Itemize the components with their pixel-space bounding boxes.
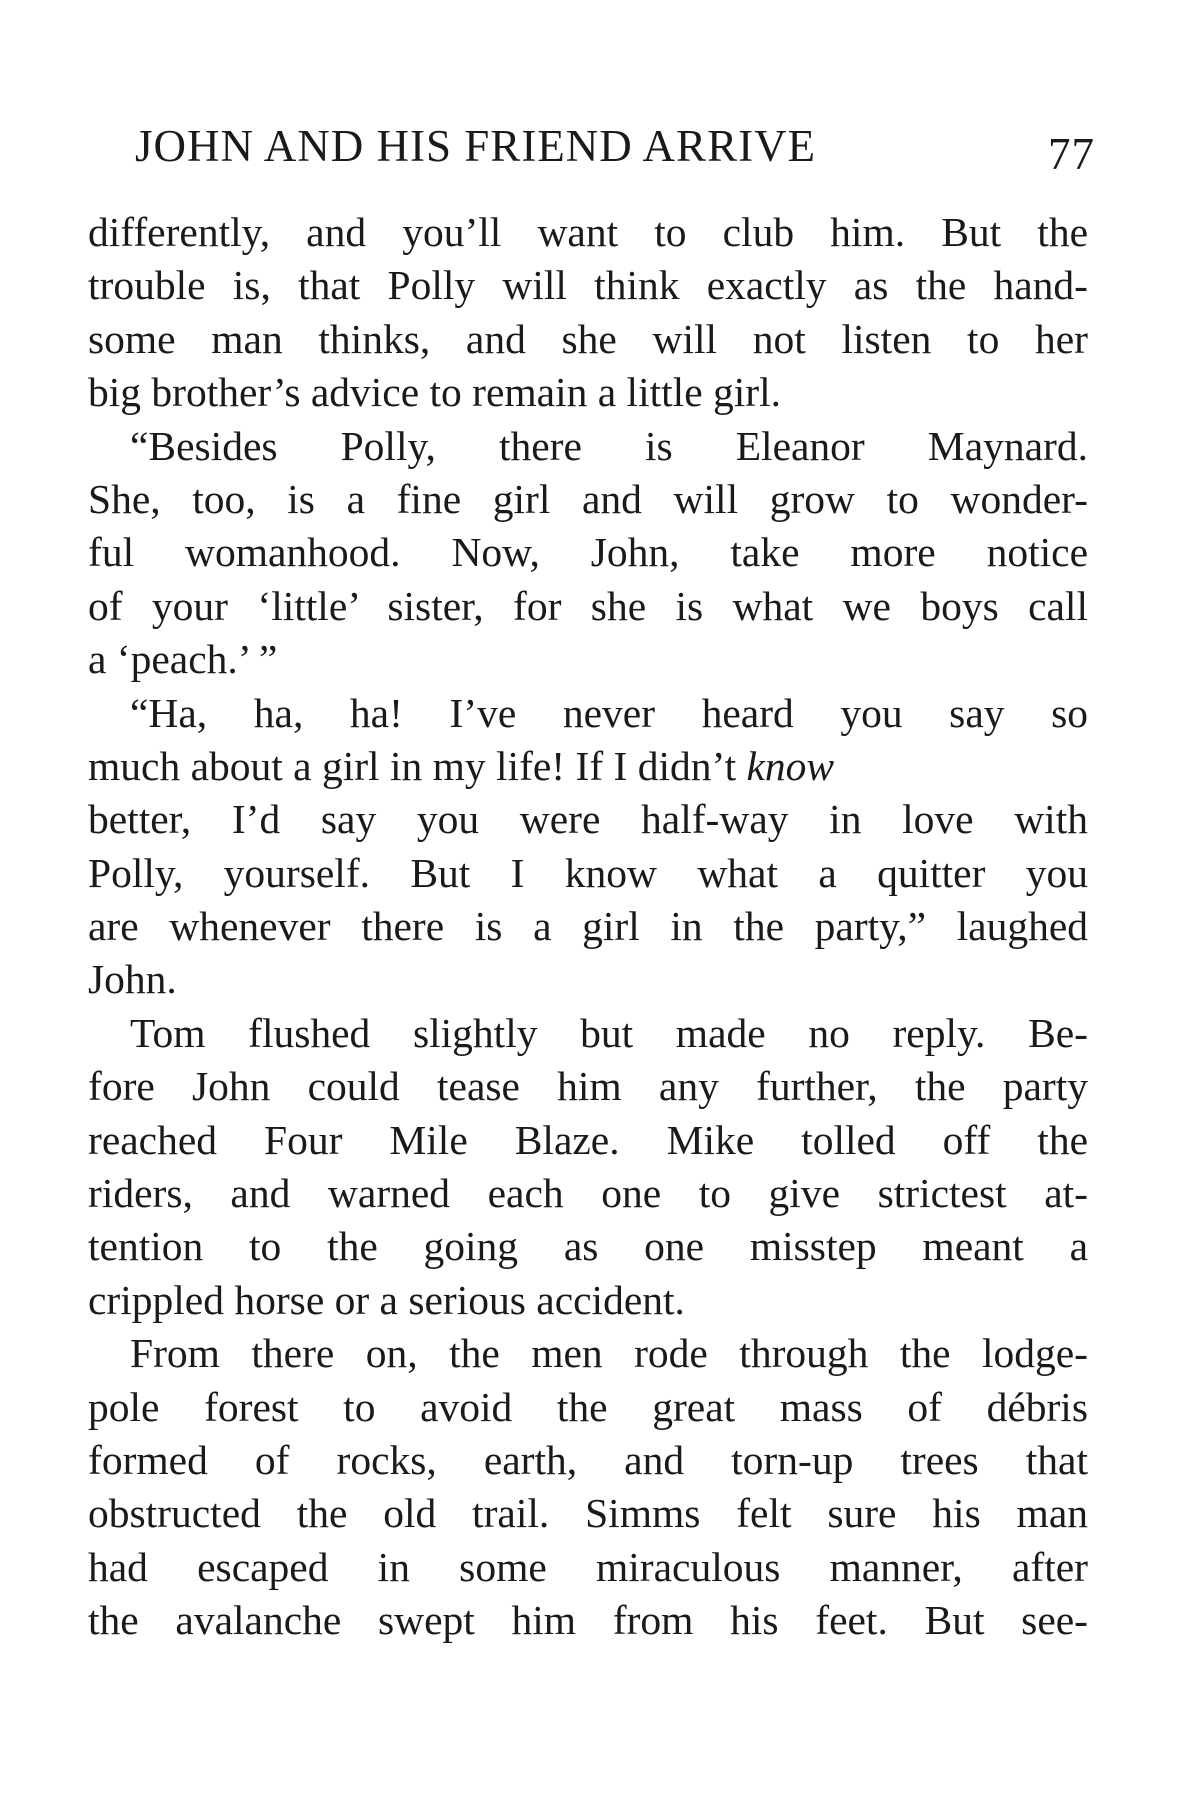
text-line: From there on, the men rode through the lodge- [130, 1330, 1088, 1377]
text-line: “Ha, ha, ha! I’ve never heard you say so [130, 689, 1088, 736]
text-line: differently, and you’ll want to club him. But the [88, 209, 1088, 255]
text-line: formed of rocks, earth, and torn-up trees that [88, 1436, 1088, 1483]
text-line: fore John could tease him any further, the party [88, 1063, 1088, 1110]
text-line: Tom flushed slightly but made no reply. Be- [130, 1009, 1088, 1056]
text-line: Polly, yourself. But I know what a quitter you [88, 849, 1088, 896]
text-line: are whenever there is a girl in the party,” laughed [88, 903, 1088, 950]
text-line: tention to the going as one misstep meant a [88, 1223, 1088, 1270]
text-line-segment: much about a girl in my life! If I didn’t [88, 742, 747, 789]
running-head [135, 120, 1095, 180]
text-line: John. [88, 956, 177, 1003]
emphasized-word: know [746, 742, 835, 789]
text-line: obstructed the old trail. Simms felt sure his man [88, 1490, 1088, 1537]
page-number: 77 [1048, 129, 1095, 179]
text-line: a ‘peach.’ ” [88, 636, 278, 683]
text-line [88, 740, 1088, 793]
text-line: “Besides Polly, there is Eleanor Maynard. [130, 422, 1088, 469]
text-line: riders, and warned each one to give strictest at- [88, 1170, 1088, 1217]
text-line: ful womanhood. Now, John, take more notice [88, 529, 1088, 576]
text-line: better, I’d say you were half-way in love with [88, 796, 1088, 843]
text-line: big brother’s advice to remain a little girl. [88, 369, 781, 416]
chapter-title: JOHN AND HIS FRIEND ARRIVE [135, 121, 817, 171]
text-line: pole forest to avoid the great mass of débris [88, 1383, 1088, 1430]
text-line: had escaped in some miraculous manner, after [88, 1543, 1088, 1590]
text-line: of your ‘little’ sister, for she is what we boys call [88, 582, 1088, 629]
text-line: She, too, is a fine girl and will grow to wonder- [88, 475, 1088, 522]
body-text [88, 206, 1088, 1648]
text-line: the avalanche swept him from his feet. But see- [88, 1597, 1088, 1644]
text-line: trouble is, that Polly will think exactly as the hand- [88, 262, 1088, 309]
text-line: crippled horse or a serious accident. [88, 1276, 685, 1323]
text-line: reached Four Mile Blaze. Mike tolled off the [88, 1116, 1088, 1163]
text-line: some man thinks, and she will not listen to her [88, 315, 1088, 362]
